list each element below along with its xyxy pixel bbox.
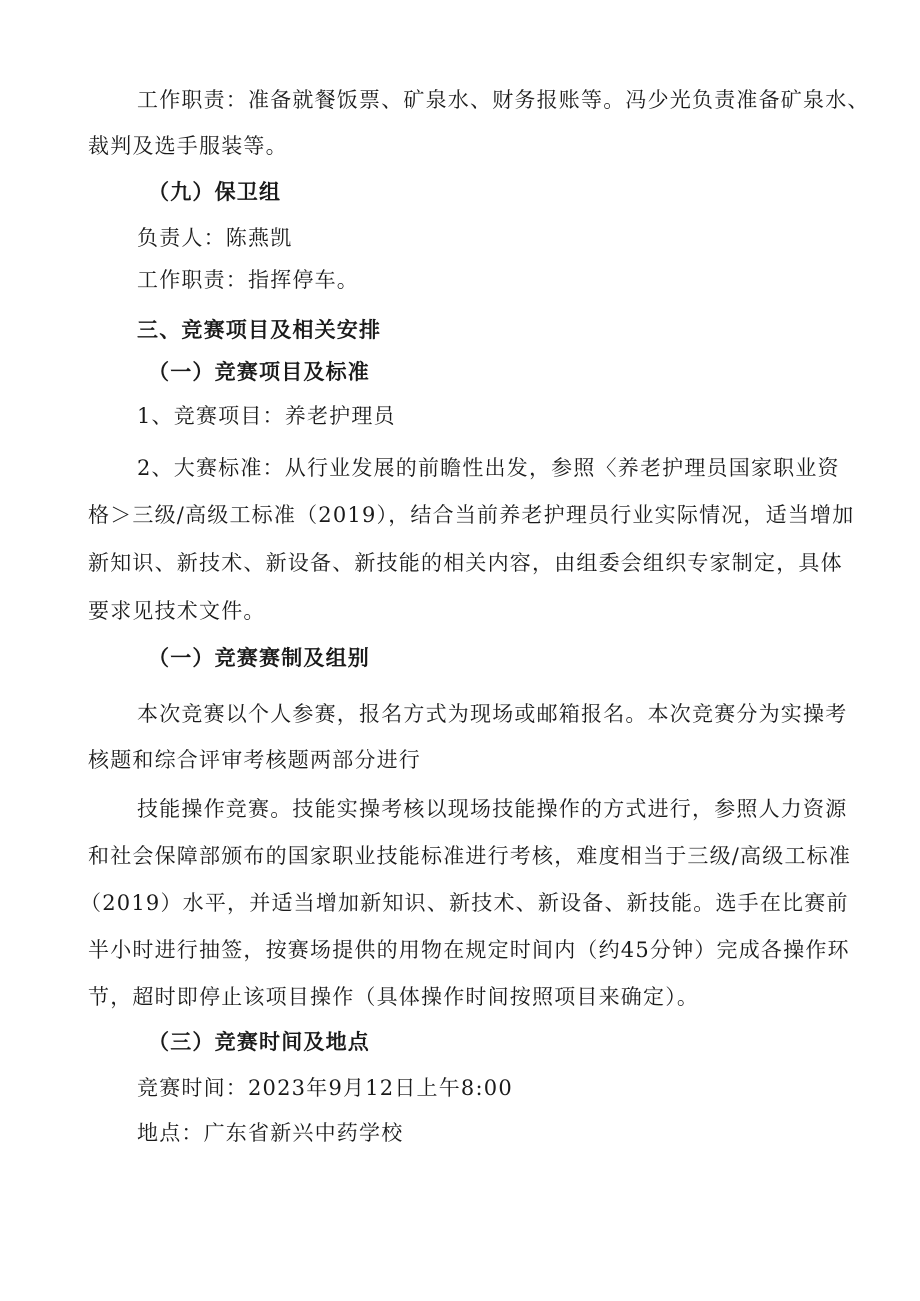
skill-line-2: 和社会保障部颁布的国家职业技能标准进行考核，难度相当于三级/高级工标准 xyxy=(88,844,852,868)
skill-line-5: 节，超时即停止该项目操作（具体操作时间按照项目来确定）。 xyxy=(88,985,700,1009)
section-heading-security: （九）保卫组 xyxy=(148,180,282,204)
item-1: 1、竞赛项目：养老护理员 xyxy=(137,404,396,428)
format-line-1: 本次竞赛以个人参赛，报名方式为现场或邮箱报名。本次竞赛分为实操考 xyxy=(137,702,848,726)
standard-line-2: 格＞三级/高级工标准（2019），结合当前养老护理员行业实际情况，适当增加 xyxy=(88,503,855,527)
security-duty: 工作职责：指挥停车。 xyxy=(137,268,359,292)
skill-line-3: （2019）水平，并适当增加新知识、新技术、新设备、新技能。选手在比赛前 xyxy=(80,891,849,915)
standard-line-3: 新知识、新技术、新设备、新技能的相关内容，由组委会组织专家制定，具体 xyxy=(88,551,843,575)
security-owner: 负责人：陈燕凯 xyxy=(137,226,293,250)
subheading-time-place: （三）竞赛时间及地点 xyxy=(148,1030,370,1054)
section-heading-3: 三、竞赛项目及相关安排 xyxy=(137,318,382,342)
standard-line-1: 2、大赛标准：从行业发展的前瞻性出发，参照〈养老护理员国家职业资 xyxy=(137,456,840,480)
standard-line-4: 要求见技术文件。 xyxy=(88,599,266,623)
skill-line-1: 技能操作竞赛。技能实操考核以现场技能操作的方式进行，参照人力资源 xyxy=(137,797,848,821)
duty-line-2: 裁判及选手服装等。 xyxy=(88,134,288,158)
subheading-items-standards: （一）竞赛项目及标准 xyxy=(148,360,370,384)
duty-line-1: 工作职责：准备就餐饭票、矿泉水、财务报账等。冯少光负责准备矿泉水、 xyxy=(137,88,870,112)
subheading-format-groups: （一）竞赛赛制及组别 xyxy=(148,646,370,670)
format-line-2: 核题和综合评审考核题两部分进行 xyxy=(88,748,421,772)
skill-line-4: 半小时进行抽签，按赛场提供的用物在规定时间内（约45分钟）完成各操作环 xyxy=(88,938,850,962)
competition-time: 竞赛时间：2023年9月12日上午8:00 xyxy=(137,1076,513,1100)
competition-location: 地点：广东省新兴中药学校 xyxy=(137,1121,404,1145)
